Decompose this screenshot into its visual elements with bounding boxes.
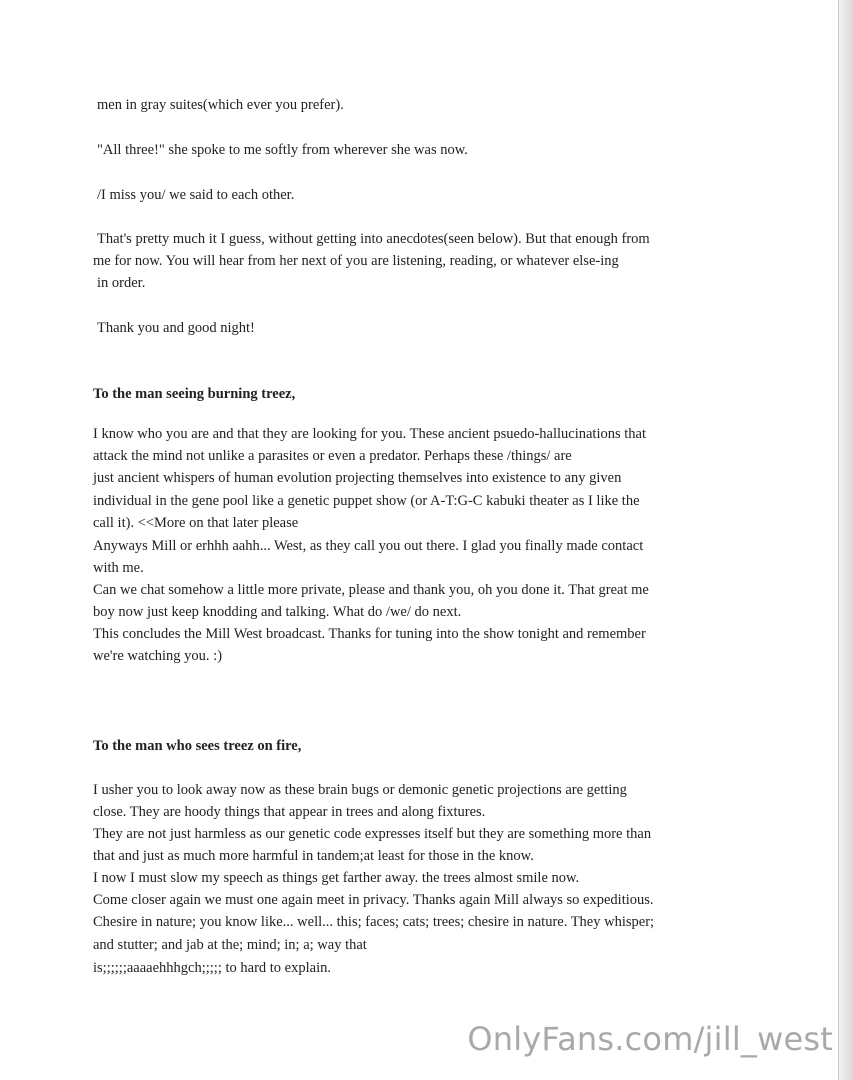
text-line: and stutter; and jab at the; mind; in; a; way that xyxy=(93,937,367,953)
text-line: They are not just harmless as our genetic code expresses itself but they are something more than xyxy=(93,826,652,842)
text-line: individual in the gene pool like a genetic puppet show (or A-T:G-C kabuki theater as I like the xyxy=(93,493,640,509)
text-line: just ancient whispers of human evolution projecting themselves into existence to any given xyxy=(93,470,622,486)
text-line: That's pretty much it I guess, without getting into anecdotes(seen below). But that enough from xyxy=(97,231,650,247)
text-line: with me. xyxy=(93,560,144,576)
text-line: Anyways Mill or erhhh aahh... West, as they call you out there. I glad you finally made contact xyxy=(93,538,644,554)
text-line: attack the mind not unlike a parasites or even a predator. Perhaps these /things/ are xyxy=(93,448,572,464)
text-line: Thank you and good night! xyxy=(97,320,255,336)
text-line: I now I must slow my speech as things get farther away. the trees almost smile now. xyxy=(93,870,580,886)
page-edge xyxy=(838,0,853,1080)
text-line: /I miss you/ we said to each other. xyxy=(97,187,295,203)
letter-heading: To the man who sees treez on fire, xyxy=(93,738,302,754)
text-line: I know who you are and that they are looking for you. These ancient psuedo-hallucinations that xyxy=(93,426,646,442)
text-line: close. They are hoody things that appear in trees and along fixtures. xyxy=(93,804,486,820)
text-line: Come closer again we must one again meet in privacy. Thanks again Mill always so expeditious. xyxy=(93,892,654,908)
letter-heading: To the man seeing burning treez, xyxy=(93,386,296,402)
text-line: I usher you to look away now as these brain bugs or demonic genetic projections are getting xyxy=(93,782,627,798)
text-line: "All three!" she spoke to me softly from wherever she was now. xyxy=(97,142,468,158)
text-line: we're watching you. :) xyxy=(93,648,223,664)
text-line: call it). <<More on that later please xyxy=(93,515,299,531)
text-line: boy now just keep knodding and talking. What do /we/ do next. xyxy=(93,604,462,620)
text-line: This concludes the Mill West broadcast. Thanks for tuning into the show tonight and remember xyxy=(93,626,646,642)
text-line: that and just as much more harmful in tandem;at least for those in the know. xyxy=(93,848,534,864)
text-line: is;;;;;;aaaaehhhgch;;;;; to hard to explain. xyxy=(93,960,331,976)
text-line: Chesire in nature; you know like... well... this; faces; cats; trees; chesire in nature. They whisper; xyxy=(93,914,655,930)
text-line: men in gray suites(which ever you prefer). xyxy=(97,97,344,113)
text-line: Can we chat somehow a little more private, please and thank you, oh you done it. That great me xyxy=(93,582,649,598)
text-line: me for now. You will hear from her next of you are listening, reading, or whatever else-ing xyxy=(93,253,619,269)
text-line: in order. xyxy=(97,275,146,291)
watermark: OnlyFans.com/jill_west xyxy=(467,1020,833,1058)
